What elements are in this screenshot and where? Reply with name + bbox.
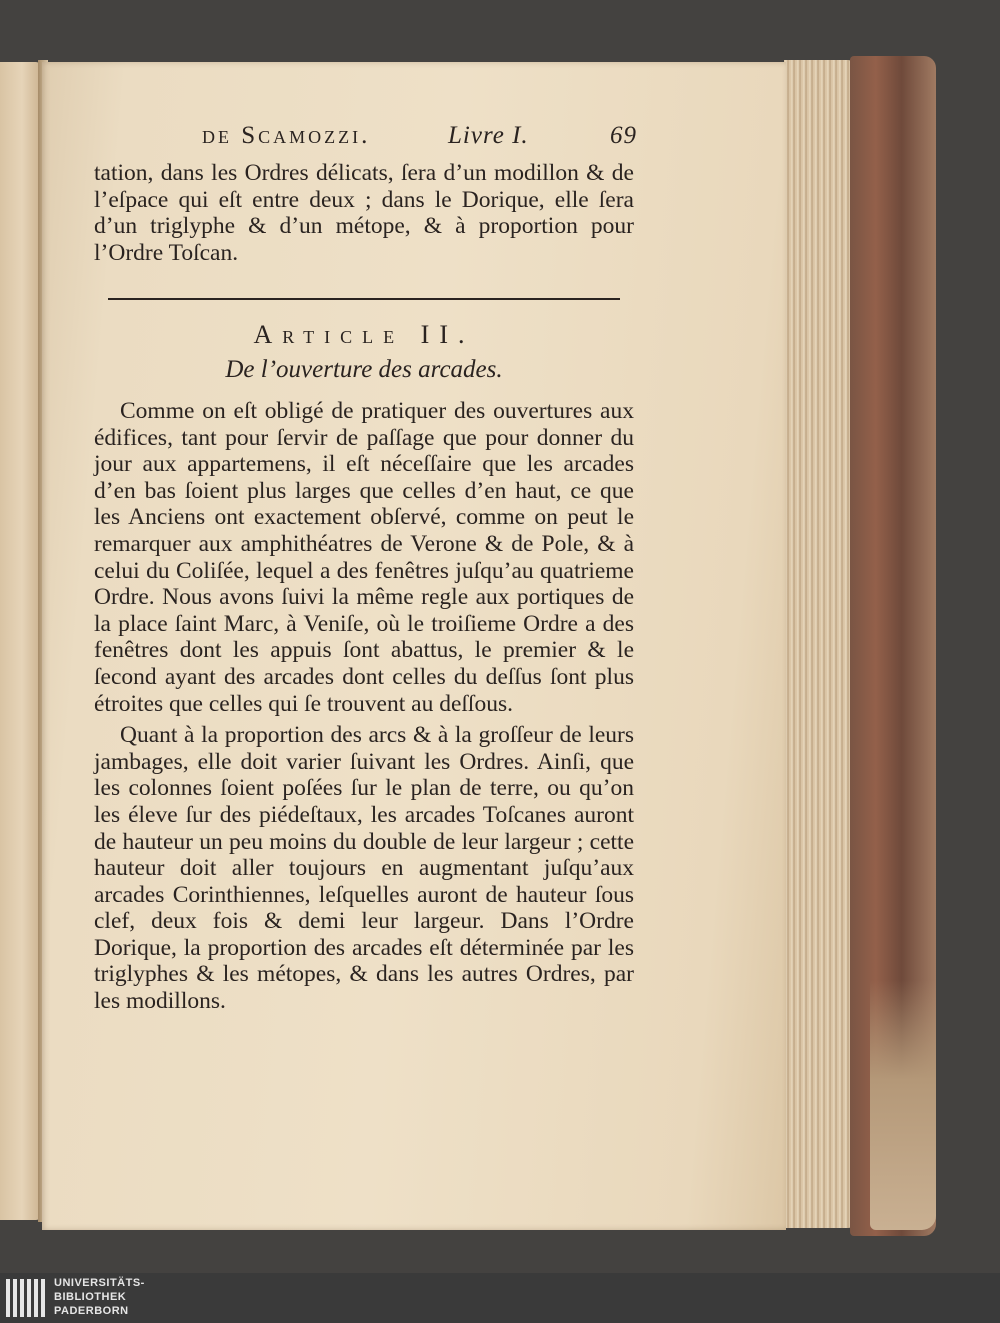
logo-line: UNIVERSITÄTS-	[54, 1277, 145, 1289]
university-library-logo-icon	[6, 1279, 50, 1317]
book-page	[42, 62, 786, 1230]
article-title: Article II.	[253, 320, 475, 349]
binding-wear	[870, 980, 936, 1230]
section-divider	[108, 298, 620, 300]
article-paragraph: Quant à la proportion des arcs & à la groſſeur de leurs jambages, elle doit varier ſuivant les Ordres. Ainſi, que les colonnes ſoient poſées ſur le plan de terre, ou qu’on les éleve ſur des piédeſtaux, les arcades Toſcanes auront de hauteur un peu moins du double de leur largeur ; cette hauteur doit aller toujours en augmentant juſqu’aux arcades Corinthiennes, leſquelles auront de hauteur ſous clef, deux fois & demi leur largeur. Dans l’Ordre Dorique, la proportion des arcades eſt déterminée par les triglyphes & les métopes, & dans les autres Ordres, par les modillons.	[94, 722, 634, 1015]
logo-line: BIBLIOTHEK	[54, 1291, 127, 1303]
article-subtitle: De l’ouverture des arcades.	[225, 356, 503, 383]
library-logo-text	[54, 1276, 214, 1318]
running-head	[192, 122, 652, 156]
left-page-edge	[0, 62, 40, 1220]
running-head-author: de Scamozzi.	[202, 122, 371, 149]
top-text-block	[94, 160, 634, 266]
footer-bar	[0, 1273, 1000, 1323]
top-paragraph: tation, dans les Ordres délicats, ſera d’un modillon & de l’eſpace qui eſt entre deux ; dans le Dorique, elle ſera d’un triglyphe & d’un métope, & à proportion pour l’Ordre Toſcan.	[94, 160, 634, 266]
logo-line: PADERBORN	[54, 1305, 129, 1317]
article-paragraph: Comme on eſt obligé de pratiquer des ouvertures aux édifices, tant pour ſervir de paſſage que pour donner du jour aux appartemens, il eſt néceſſaire que les arcades d’en bas ſoient plus larges que celles d’en haut, ce que les Anciens ont exactement obſervé, comme on peut le remarquer aux amphithéatres de Verone & de Pole, & à celui du Coliſée, lequel a des fenêtres juſqu’au quatrieme Ordre. Nous avons ſuivi la même regle aux portiques de la place ſaint Marc, à Veniſe, où le troiſieme Ordre a des fenêtres dont les appuis ſont abattus, le premier & le ſecond ayant des arcades dont celles du deſſus ſont plus étroites que celles qui ſe trouvent au deſſous.	[94, 398, 634, 717]
running-head-book: Livre I.	[448, 122, 529, 149]
page-number: 69	[610, 122, 637, 149]
page-stack-edge	[784, 60, 854, 1228]
article-body	[94, 398, 634, 1015]
